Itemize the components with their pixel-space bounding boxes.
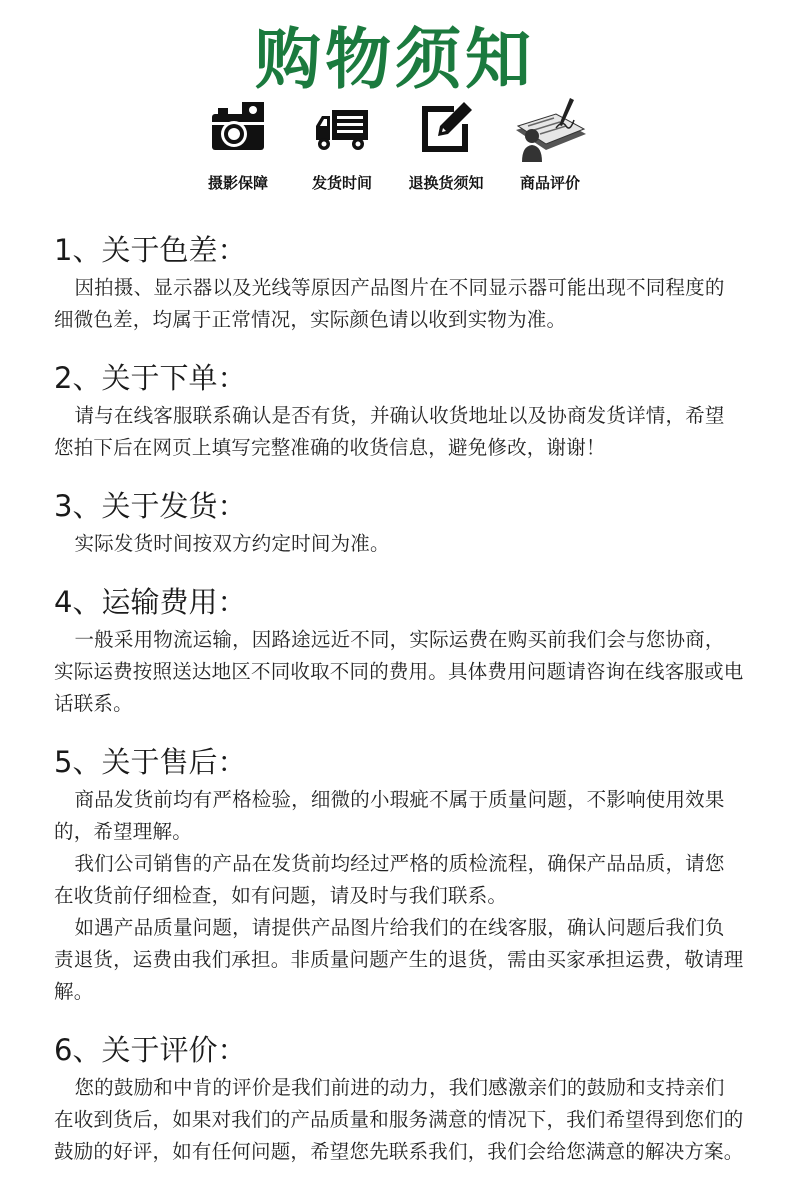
camera-icon <box>206 96 270 160</box>
icon-label: 发货时间 <box>311 174 372 192</box>
edit-icon <box>414 96 478 160</box>
page-title: 购物须知 <box>255 21 535 98</box>
section-freight <box>54 582 744 720</box>
section-paragraph: 因拍摄、显示器以及光线等原因产品图片在不同显示器可能出现不同程度的细微色差，均属于正常情况，实际颜色请以收到实物为准。 <box>54 276 725 331</box>
section-shipping <box>54 486 744 560</box>
section-title: 4、运输费用： <box>54 585 247 619</box>
feature-edit <box>396 96 496 200</box>
section-title: 1、关于色差： <box>54 233 247 267</box>
section-title: 5、关于售后： <box>54 745 247 779</box>
icon-label: 退换货须知 <box>408 174 484 192</box>
truck-icon <box>310 96 374 160</box>
feature-truck <box>292 96 392 200</box>
section-title: 2、关于下单： <box>54 361 247 395</box>
section-paragraph: 实际发货时间按双方约定时间为准。 <box>74 532 390 555</box>
section-paragraph: 我们公司销售的产品在发货前均经过严格的质检流程，确保产品品质，请您在收货前仔细检查，如有问题，请及时与我们联系。 <box>54 852 725 907</box>
feature-camera <box>188 96 288 200</box>
section-paragraph: 请与在线客服联系确认是否有货，并确认收货地址以及协商发货详情，希望您拍下后在网页上填写完整准确的收货信息，避免修改，谢谢！ <box>54 404 725 459</box>
section-reviews <box>54 1030 744 1168</box>
section-paragraph: 商品发货前均有严格检验，细微的小瑕疵不属于质量问题，不影响使用效果的，希望理解。 <box>54 788 725 843</box>
notice-content <box>54 230 744 1190</box>
icon-label: 摄影保障 <box>207 174 268 192</box>
section-color-difference <box>54 230 744 336</box>
section-paragraph: 您的鼓励和中肯的评价是我们前进的动力，我们感激亲们的鼓励和支持亲们在收到货后，如果对我们的产品质量和服务满意的情况下，我们希望得到您们的鼓励的好评，如有任何问题，希望您先联系我们，我们会给您满意的解决方案。 <box>54 1076 744 1163</box>
section-title: 6、关于评价： <box>54 1033 247 1067</box>
feature-review <box>500 96 600 200</box>
section-title: 3、关于发货： <box>54 489 247 523</box>
review-icon <box>512 96 588 168</box>
section-paragraph: 如遇产品质量问题，请提供产品图片给我们的在线客服，确认问题后我们负责退货，运费由我们承担。非质量问题产生的退货，需由买家承担运费，敬请理解。 <box>54 916 744 1003</box>
feature-icons <box>188 96 608 200</box>
icon-label: 商品评价 <box>519 174 580 192</box>
section-after-sales <box>54 742 744 1008</box>
section-paragraph: 一般采用物流运输，因路途远近不同，实际运费在购买前我们会与您协商，实际运费按照送达地区不同收取不同的费用。具体费用问题请咨询在线客服或电话联系。 <box>54 628 744 715</box>
section-ordering <box>54 358 744 464</box>
